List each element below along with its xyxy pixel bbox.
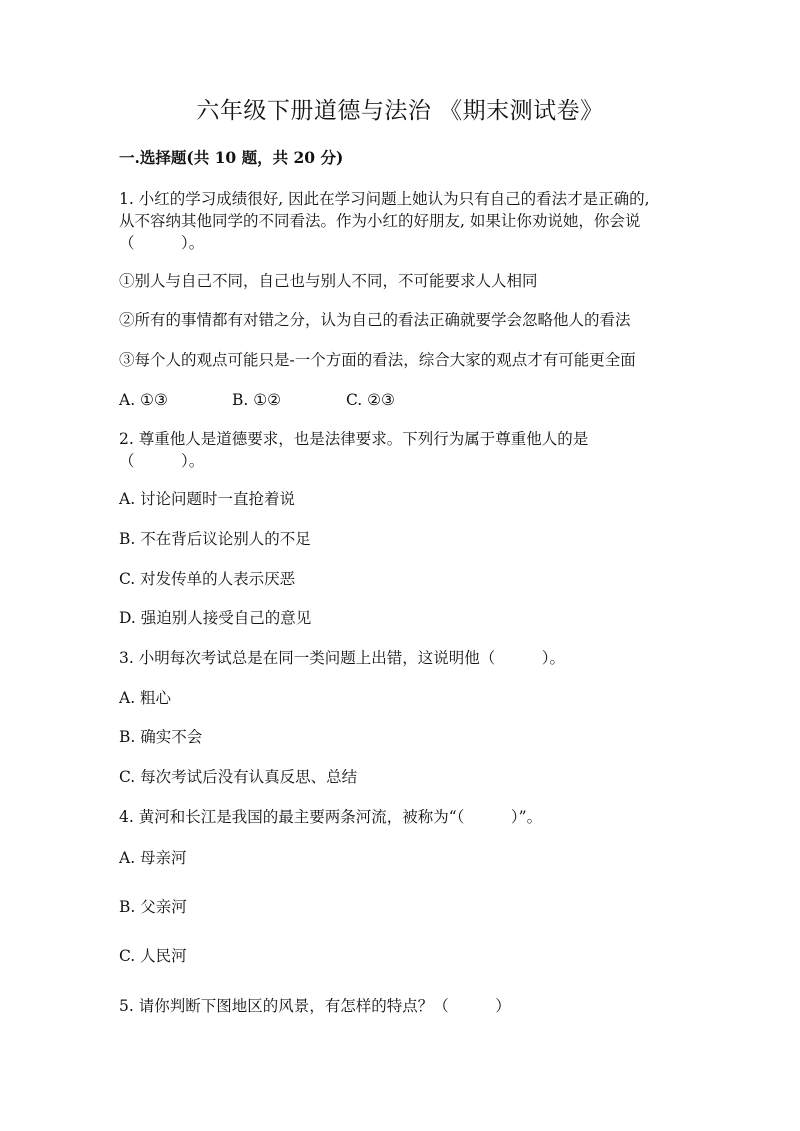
q2-option-d: D. 强迫别人接受自己的意见 bbox=[119, 609, 312, 627]
q1-option-a: A. ①③ bbox=[119, 391, 168, 409]
q1-option-c: C. ②③ bbox=[346, 391, 395, 409]
q1-stem-line2: 从不容纳其他同学的不同看法。作为小红的好朋友, 如果让你劝说她，你会说 bbox=[119, 212, 641, 230]
q1-statement-2: ②所有的事情都有对错之分，认为自己的看法正确就要学会忽略他人的看法 bbox=[119, 311, 631, 329]
q2-stem-line1: 2. 尊重他人是道德要求，也是法律要求。下列行为属于尊重他人的是 bbox=[119, 430, 589, 448]
q4-option-c: C. 人民河 bbox=[119, 947, 187, 965]
section-heading: 一.选择题(共 10 题，共 20 分) bbox=[119, 148, 344, 167]
q3-option-b: B. 确实不会 bbox=[119, 728, 203, 746]
q2-option-c: C. 对发传单的人表示厌恶 bbox=[119, 570, 296, 588]
q1-option-b: B. ①② bbox=[232, 391, 282, 409]
q2-option-b: B. 不在背后议论别人的不足 bbox=[119, 530, 311, 548]
q4-option-a: A. 母亲河 bbox=[119, 849, 187, 867]
q2-option-a: A. 讨论问题时一直抢着说 bbox=[119, 490, 296, 508]
page-title: 六年级下册道德与法治 《期末测试卷》 bbox=[196, 98, 604, 124]
q1-statement-3: ③每个人的观点可能只是-一个方面的看法，综合大家的观点才有可能更全面 bbox=[119, 351, 636, 369]
q1-statement-1: ①别人与自己不同，自己也与别人不同，不可能要求人人相同 bbox=[119, 272, 538, 290]
q3-stem: 3. 小明每次考试总是在同一类问题上出错，这说明他（ ）。 bbox=[119, 649, 565, 667]
q4-option-b: B. 父亲河 bbox=[119, 898, 187, 916]
q3-option-c: C. 每次考试后没有认真反思、总结 bbox=[119, 768, 358, 786]
q3-option-a: A. 粗心 bbox=[119, 689, 172, 707]
q2-stem-line2: （ ）。 bbox=[119, 452, 205, 470]
q5-stem: 5. 请你判断下图地区的风景，有怎样的特点？（ ） bbox=[119, 997, 511, 1015]
q1-stem-line3: （ ）。 bbox=[119, 234, 205, 252]
q4-stem: 4. 黄河和长江是我国的最主要两条河流，被称为“（ ）”。 bbox=[119, 808, 543, 826]
q1-stem-line1: 1. 小红的学习成绩很好, 因此在学习问题上她认为只有自己的看法才是正确的, bbox=[119, 190, 650, 208]
